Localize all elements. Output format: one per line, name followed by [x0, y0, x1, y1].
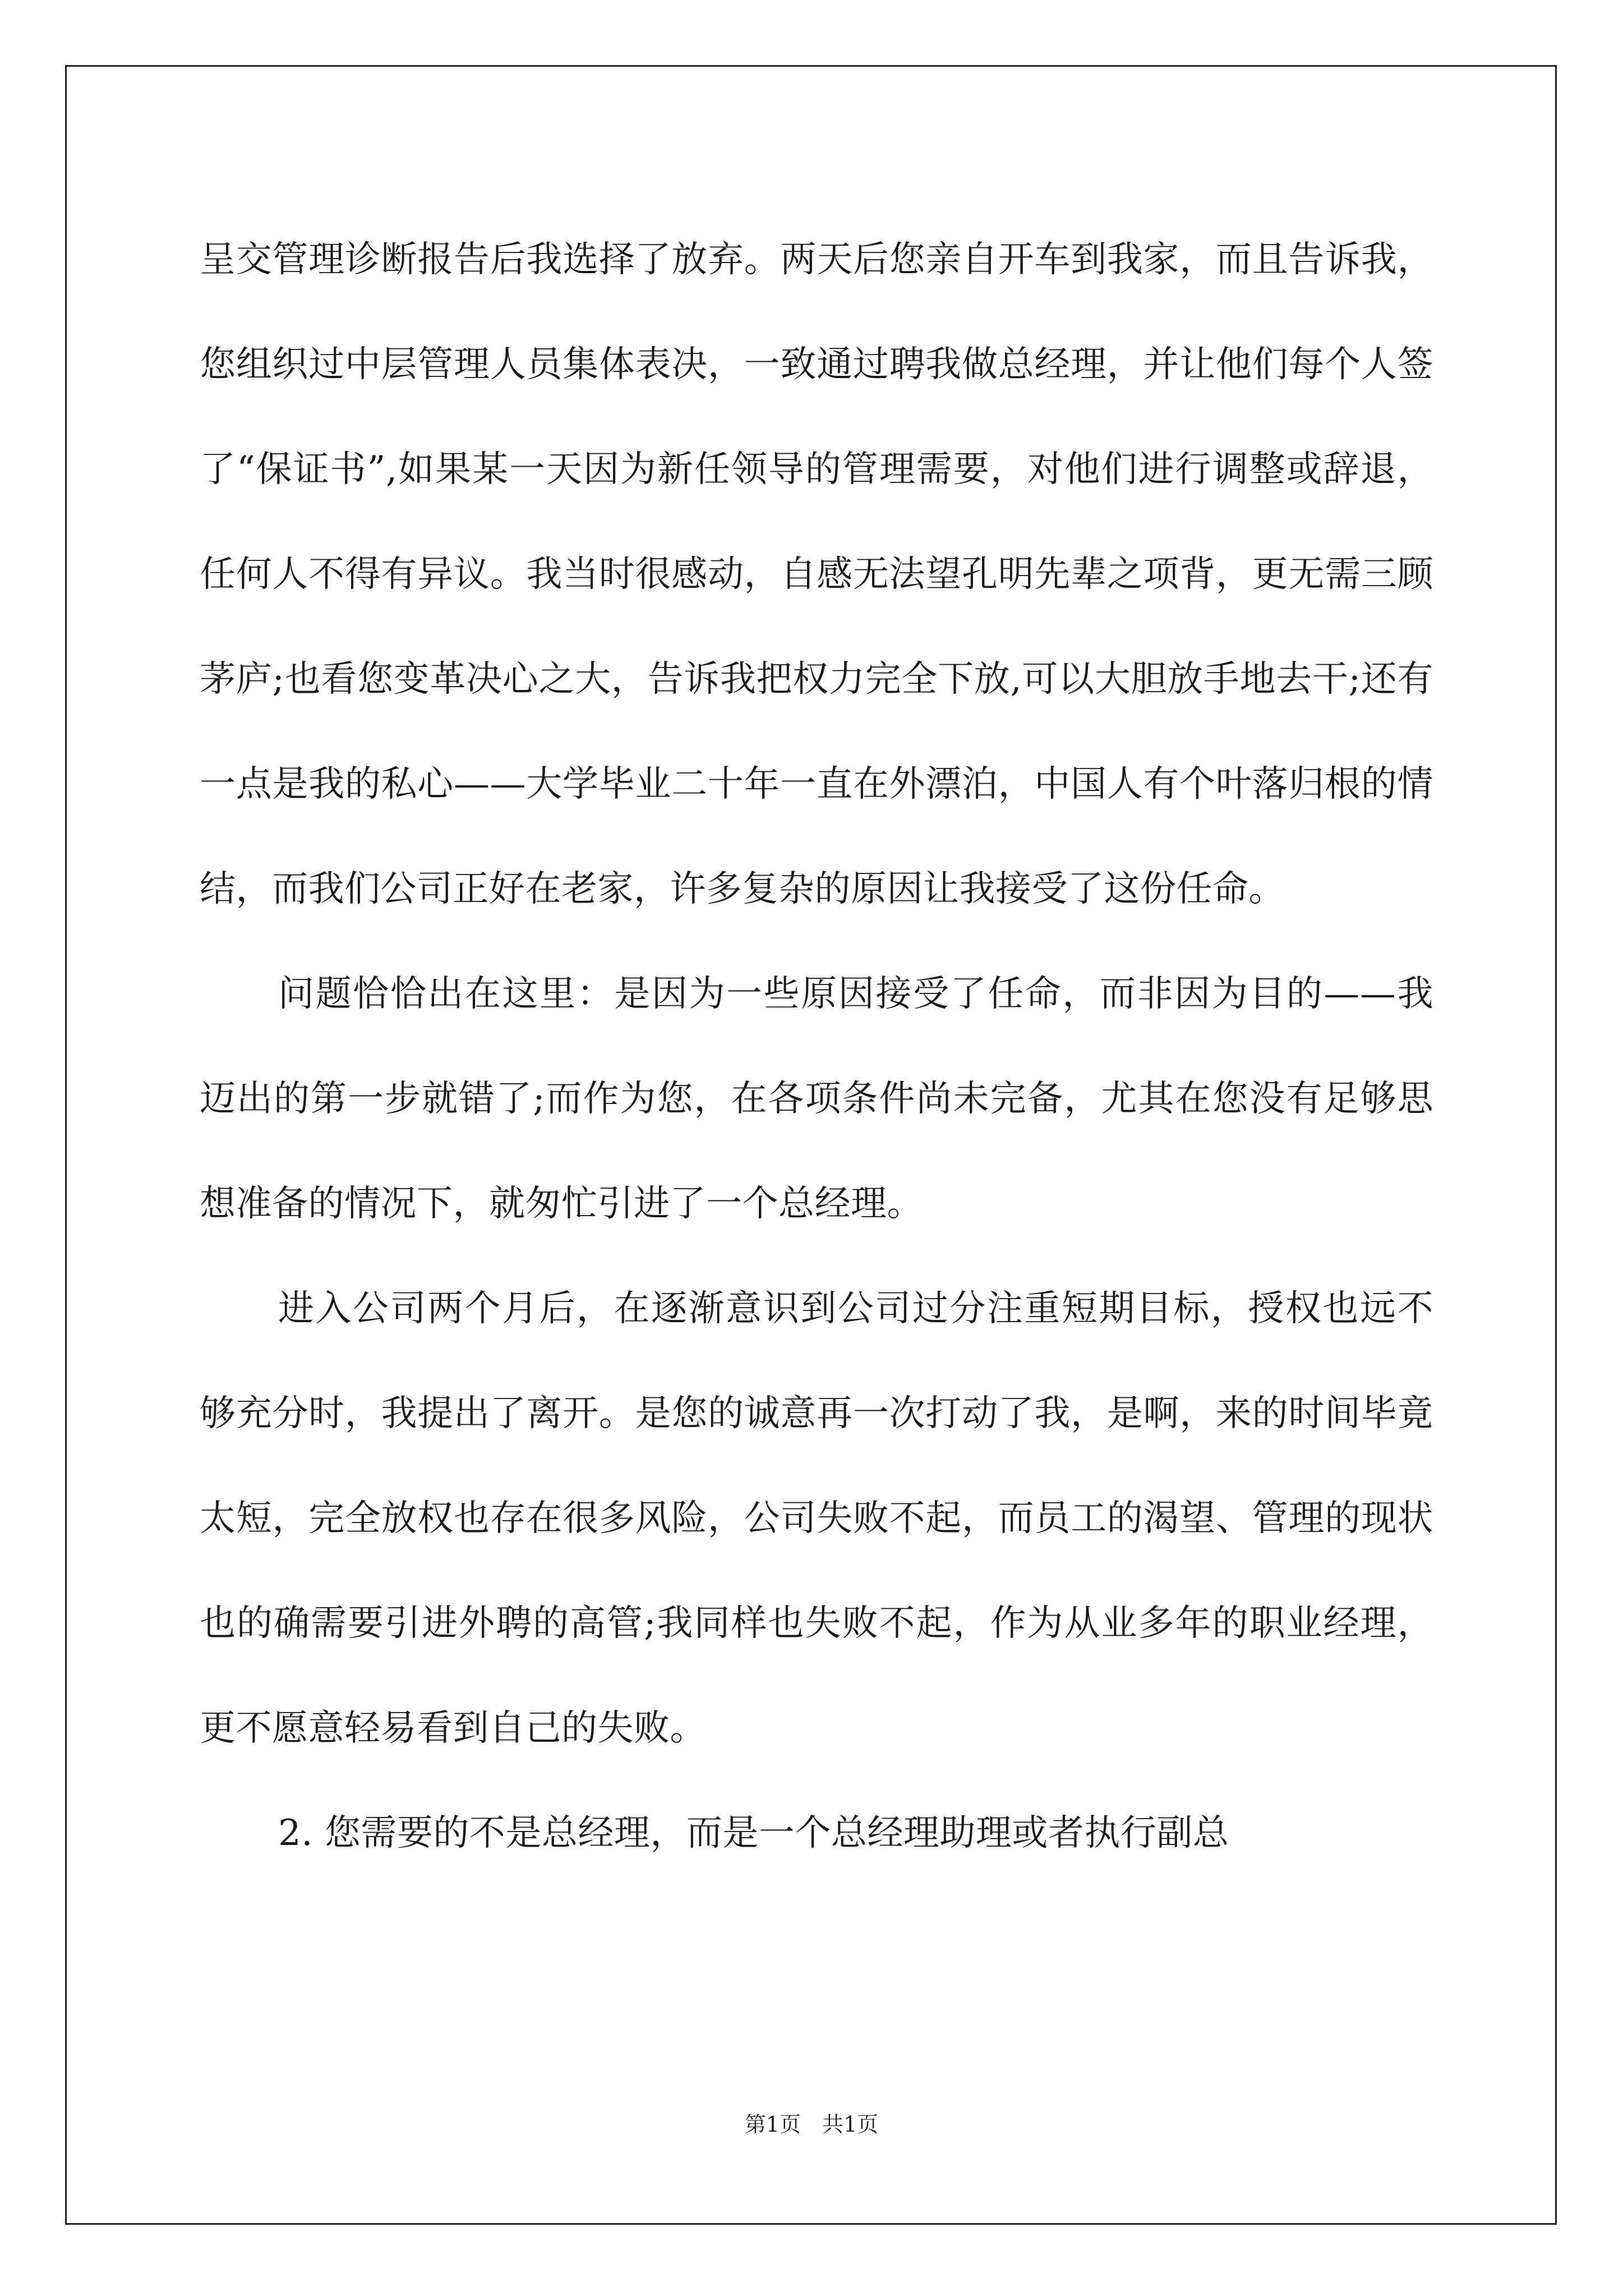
paragraph-4-heading: 2. 您需要的不是总经理，而是一个总经理助理或者执行副总	[278, 1812, 1229, 1854]
paragraph-1: 呈交管理诊断报告后我选择了放弃。两天后您亲自开车到我家，而且告诉我，您组织过中层管理人员集体表决，一致通过聘我做总经理，并让他们每个人签了“保证书”,如果某一天因为新任领导的管理需要，对他们进行调整或辞退，任何人不得有异议。我当时很感动，自感无法望孔明先辈之项背，更无需三顾茅庐;也看您变革决心之大，告诉我把权力完全下放,可以大胆放手地去干;还有一点是我的私心——大学毕业二十年一直在外漂泊，中国人有个叶落归根的情结，而我们公司正好在老家，许多复杂的原因让我接受了这份任命。	[200, 239, 1433, 910]
page-number-footer: 第1页 共1页	[744, 2112, 879, 2137]
document-body	[200, 208, 1433, 1886]
paragraph-3: 进入公司两个月后，在逐渐意识到公司过分注重短期目标，授权也远不够充分时，我提出了离开。是您的诚意再一次打动了我，是啊，来的时间毕竟太短，完全放权也存在很多风险，公司失败不起，而员工的渴望、管理的现状也的确需要引进外聘的高管;我同样也失败不起，作为从业多年的职业经理，更不愿意轻易看到自己的失败。	[200, 1288, 1433, 1749]
paragraph-2: 问题恰恰出在这里：是因为一些原因接受了任命，而非因为目的——我迈出的第一步就错了;而作为您，在各项条件尚未完备，尤其在您没有足够思想准备的情况下，就匆忙引进了一个总经理。	[200, 973, 1433, 1225]
